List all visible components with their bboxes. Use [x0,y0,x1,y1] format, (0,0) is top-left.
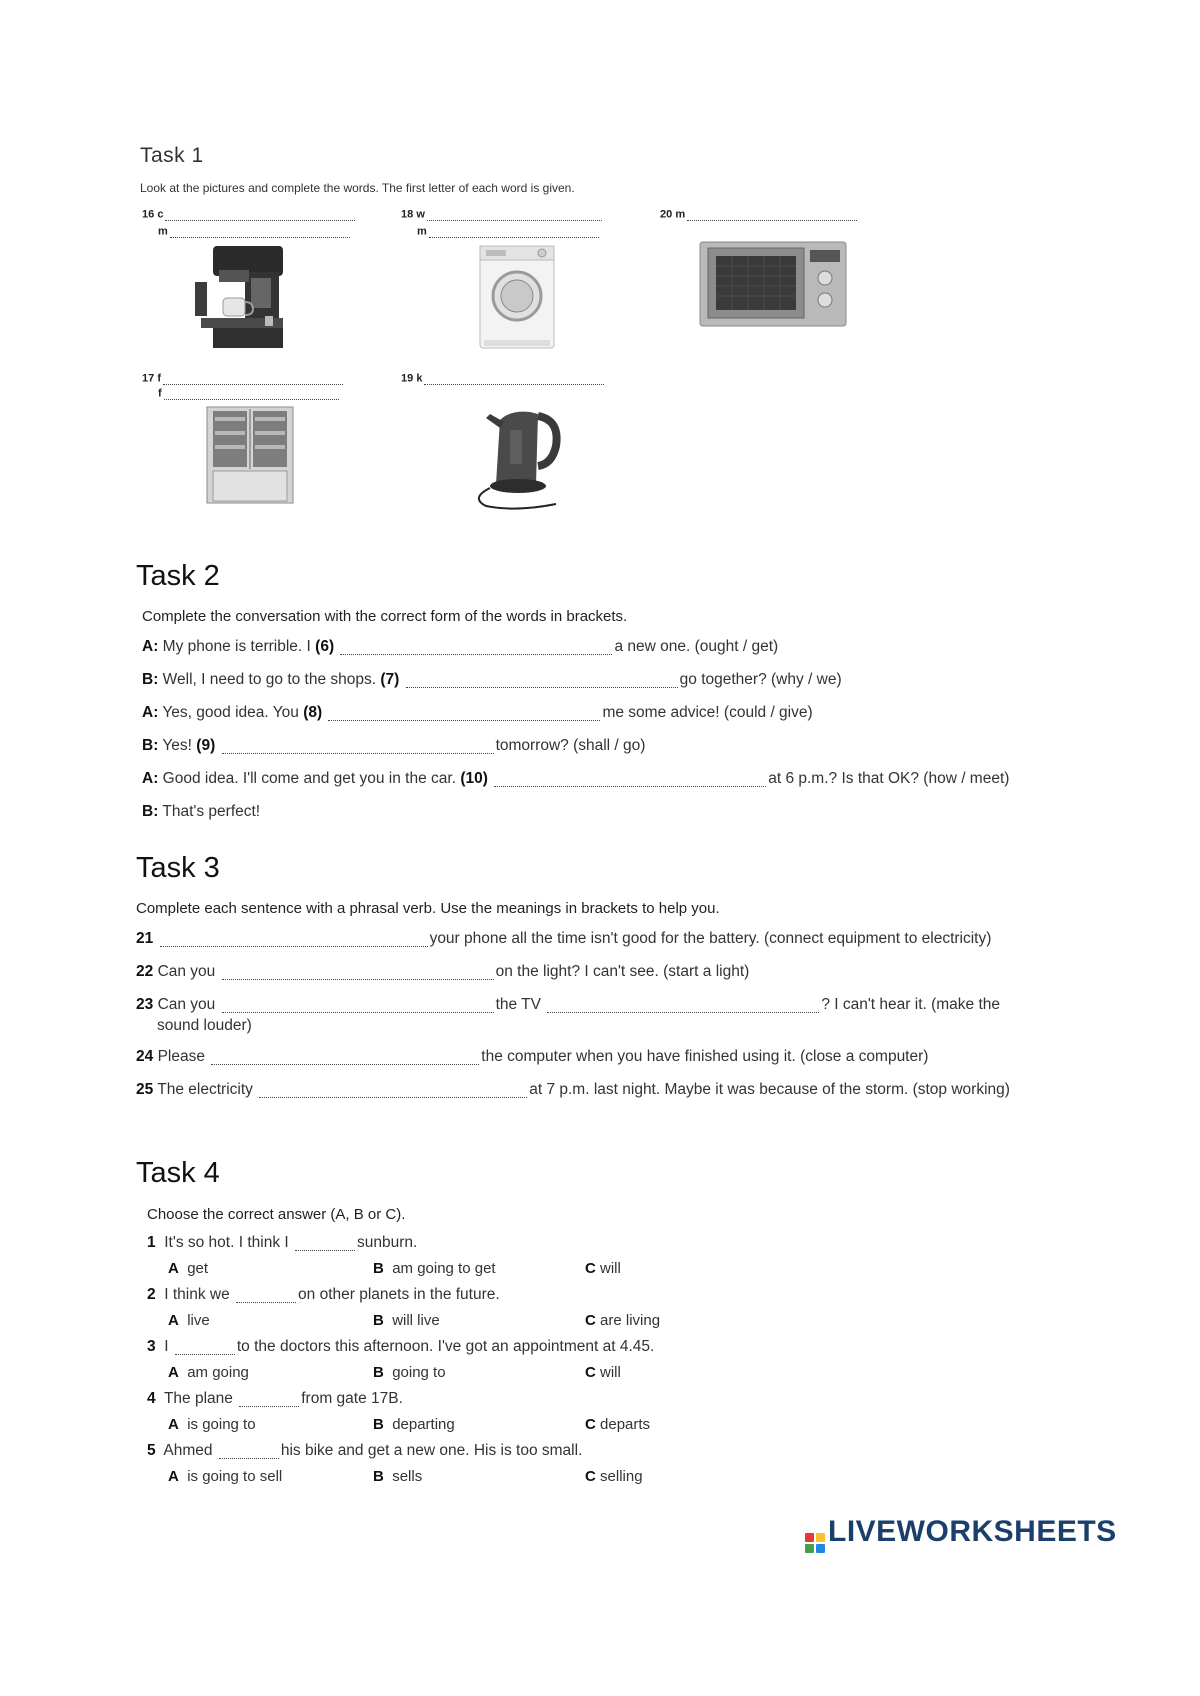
logo-text: LIVEWORKSHEETS [828,1515,1117,1548]
answer-24[interactable] [211,1050,479,1065]
task4-title: Task 4 [136,1157,220,1189]
task4-question-1: 1 It's so hot. I think I sunburn. [147,1234,418,1251]
task2-line-end: B: That's perfect! [142,803,261,820]
task3-item-21: 21 your phone all the time isn't good for the battery. (connect equipment to electricity) [136,930,992,947]
task4-instruction: Choose the correct answer (A, B or C). [147,1206,406,1223]
q1-option-b[interactable]: B am going to get [373,1260,496,1277]
microwave-picture [698,240,848,330]
q4-option-a[interactable]: A is going to [168,1416,256,1433]
item-18-label-2: m [417,223,601,238]
q5-option-c[interactable]: C selling [585,1468,643,1485]
task2-line-8: A: Yes, good idea. You (8) me some advice! (could / give) [142,704,813,721]
item-20-label: 20 m [660,206,859,221]
task1-instruction: Look at the pictures and complete the words. The first letter of each word is given. [140,181,575,195]
answer-q4[interactable] [239,1392,299,1407]
task4-question-3: 3 I to the doctors this afternoon. I've got an appointment at 4.45. [147,1338,655,1355]
q1-option-a[interactable]: A get [168,1260,209,1277]
item-16-answer-1[interactable] [165,206,355,221]
answer-9[interactable] [222,739,494,754]
task2-instruction: Complete the conversation with the correct form of the words in brackets. [142,608,628,625]
item-17-label-2: f [158,385,341,400]
task4-question-2: 2 I think we on other planets in the future. [147,1286,500,1303]
item-16-label: 16 c [142,206,357,221]
answer-8[interactable] [328,706,600,721]
q5-option-a[interactable]: A is going to sell [168,1468,283,1485]
answer-q3[interactable] [175,1340,235,1355]
q1-option-c[interactable]: C will [585,1260,621,1277]
task3-item-22: 22 Can you on the light? I can't see. (start a light) [136,963,750,980]
q5-option-b[interactable]: B sells [373,1468,423,1485]
task2-line-6: A: My phone is terrible. I (6) a new one. (ought / get) [142,638,779,655]
logo-icon [805,1533,825,1553]
answer-q5[interactable] [219,1444,279,1459]
q2-option-a[interactable]: A live [168,1312,210,1329]
item-19-label: 19 k [401,370,606,385]
task2-line-7: B: Well, I need to go to the shops. (7) go together? (why / we) [142,671,842,688]
task4-question-5: 5 Ahmed his bike and get a new one. His is too small. [147,1442,583,1459]
q4-option-b[interactable]: B departing [373,1416,455,1433]
q3-option-c[interactable]: C will [585,1364,621,1381]
task3-item-24: 24 Please the computer when you have finished using it. (close a computer) [136,1048,929,1065]
item-16-answer-2[interactable] [170,223,350,238]
washing-machine-picture [478,244,556,352]
q2-option-c[interactable]: C are living [585,1312,661,1329]
answer-10[interactable] [494,772,766,787]
task1-title: Task 1 [140,144,204,167]
answer-25[interactable] [259,1083,527,1098]
item-18-label: 18 w [401,206,604,221]
q3-option-a[interactable]: A am going [168,1364,249,1381]
item-18-answer-1[interactable] [427,206,602,221]
task2-line-9: B: Yes! (9) tomorrow? (shall / go) [142,737,646,754]
item-16-label-2: m [158,223,352,238]
answer-23a[interactable] [222,998,494,1013]
task3-item-23-cont: sound louder) [157,1017,252,1034]
answer-q1[interactable] [295,1236,355,1251]
task3-instruction: Complete each sentence with a phrasal verb. Use the meanings in brackets to help you. [136,900,720,917]
item-17-answer-1[interactable] [163,370,343,385]
q2-option-b[interactable]: B will live [373,1312,440,1329]
answer-21[interactable] [160,932,428,947]
answer-q2[interactable] [236,1288,296,1303]
item-19-answer[interactable] [424,370,604,385]
task3-item-23: 23 Can you the TV ? I can't hear it. (make the [136,996,1001,1013]
answer-22[interactable] [222,965,494,980]
task4-question-4: 4 The plane from gate 17B. [147,1390,403,1407]
answer-6[interactable] [340,640,612,655]
item-17-label: 17 f [142,370,345,385]
task2-line-10: A: Good idea. I'll come and get you in the car. (10) at 6 p.m.? Is that OK? (how / meet) [142,770,1010,787]
answer-7[interactable] [406,673,678,688]
item-17-answer-2[interactable] [164,385,339,400]
fridge-freezer-picture [205,405,295,507]
kettle-picture [470,400,580,510]
item-20-answer[interactable] [687,206,857,221]
item-18-answer-2[interactable] [429,223,599,238]
answer-23b[interactable] [547,998,819,1013]
task3-item-25: 25 The electricity at 7 p.m. last night. Maybe it was because of the storm. (stop working) [136,1081,1010,1098]
coffee-machine-picture [195,242,295,352]
liveworksheets-logo [805,1515,1117,1553]
q4-option-c[interactable]: C departs [585,1416,651,1433]
q3-option-b[interactable]: B going to [373,1364,446,1381]
task3-title: Task 3 [136,852,220,884]
task2-title: Task 2 [136,560,220,592]
